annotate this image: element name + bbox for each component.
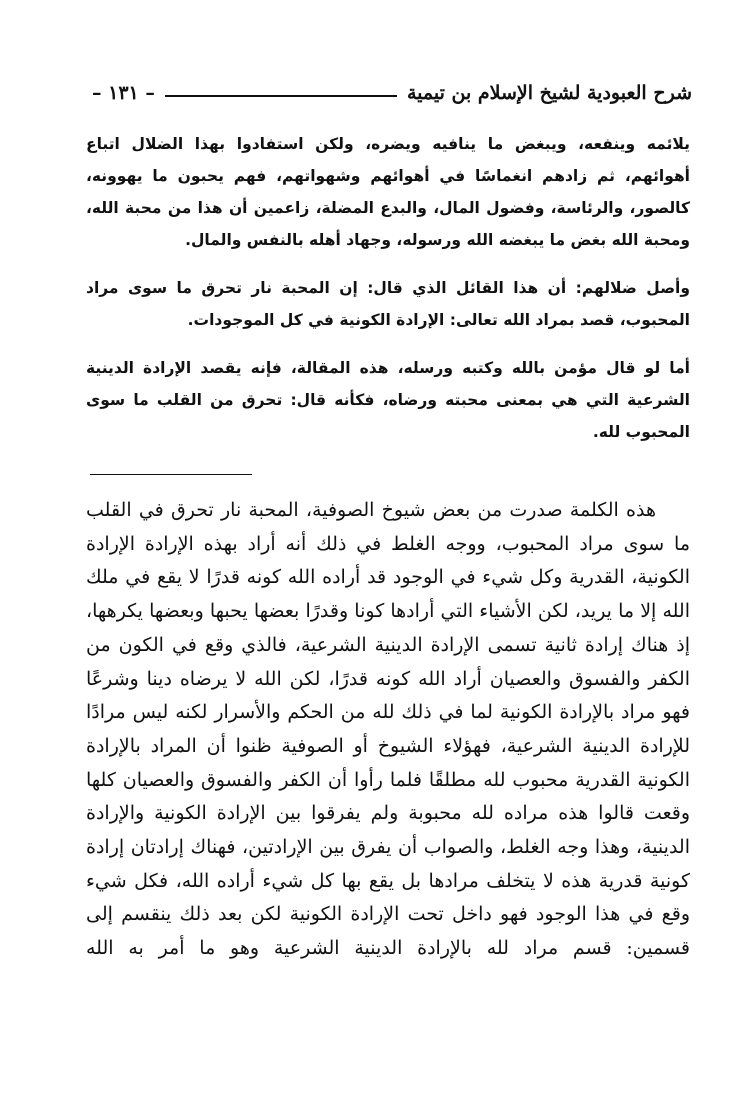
running-header <box>92 72 692 106</box>
header-rule <box>165 95 397 97</box>
section-separator <box>90 474 252 475</box>
commentary-paragraph: هذه الكلمة صدرت من بعض شيوخ الصوفية، المحبة نار تحرق في القلب ما سوى مراد المحبوب، ووجه الغلط في ذلك أنه أراد بهذه الإرادة الإرادة الكونية، القدرية وكل شيء في الوجود قد أراده الله كونه قدرًا لا يقع في ملك الله إلا ما يريد، لكن الأشياء التي أرادها كونا وقدرًا بعضها يحبها وبعضها يكرهها، إذ هناك إرادة ثانية تسمى الإرادة الدينية الشرعية، فالذي وقع في الكون من الكفر والفسوق والعصيان أراد الله كونه قدرًا، لكن الله لا يرضاه دينا وشرعًا فهو مراد بالإرادة الكونية لما في ذلك لله من الحكم والأسرار لكنه ليس مرادًا للإرادة الدينية الشرعية، فهؤلاء الشيوخ أو الصوفية ظنوا أن المراد بالإرادة الكونية القدرية محبوب لله مطلقًا فلما رأوا أن الكفر والفسوق والعصيان كلها وقعت قالوا هذه مراده لله محبوبة ولم يفرقوا بين الإرادة الكونية والإرادة الدينية، وهذا وجه الغلط، والصواب أن يفرق بين الإرادتين، فهناك إرادتان إرادة كونية قدرية هذه لا يتخلف مرادها بل يقع بها كل شيء أراده الله، فكل شيء وقع في هذا الوجود فهو داخل تحت الإرادة الكونية لكن بعد ذلك ينقسم إلى قسمين: قسم مراد لله بالإرادة الدينية الشرعية وهو ما أمر به الله <box>86 499 690 960</box>
running-header-title: شرح العبودية لشيخ الإسلام بن تيمية <box>406 82 692 104</box>
matn-paragraph-2: وأصل ضلالهم: أن هذا القائل الذي قال: إن المحبة نار تحرق ما سوى مراد المحبوب، قصد بمراد الله تعالى: الإرادة الكونية في كل الموجودات. <box>86 279 690 329</box>
matn-text-block <box>86 128 690 464</box>
matn-paragraph-3: أما لو قال مؤمن بالله وكتبه ورسله، هذه المقالة، فإنه يقصد الإرادة الدينية الشرعية التي هي بمعنى محبته ورضاه، فكأنه قال: تحرق من القلب ما سوى المحبوب لله. <box>86 359 690 441</box>
page-number: – ١٣١ – <box>92 82 155 104</box>
commentary-text-block <box>86 494 690 966</box>
matn-paragraph-1: يلائمه وينفعه، ويبغض ما ينافيه ويضره، ولكن استفادوا بهذا الضلال اتباع أهوائهم، ثم زادهم انغماسًا في أهوائهم وشهواتهم، فهم يحبون ما يهوونه، كالصور، والرئاسة، وفضول المال، والبدع المضلة، زاعمين أن هذا من محبة الله، ومحبة الله بغض ما يبغضه الله ورسوله، وجهاد أهله بالنفس والمال. <box>86 135 690 249</box>
